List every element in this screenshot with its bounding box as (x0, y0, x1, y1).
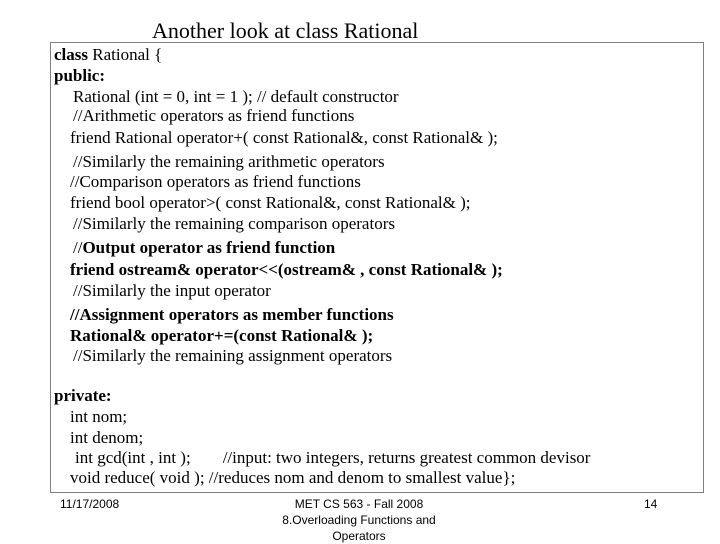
code-line-nom: int nom; (70, 407, 128, 426)
code-line-operator-gt: friend bool operator>( const Rational&, const Rational& ); (70, 193, 471, 212)
code-line-constructor: Rational (int = 0, int = 1 ); // default constructor (73, 87, 399, 106)
code-line-compare-comment: //Comparison operators as friend functions (70, 172, 361, 191)
code-line-operator-output: friend ostream& operator<<(ostream& , const Rational& ); (70, 260, 503, 279)
code-line-operator-plus-assign: Rational& operator+=(const Rational& ); (70, 326, 374, 345)
footer-course (239, 496, 479, 544)
comment-slashes: // (73, 238, 83, 257)
code-line-class-decl (54, 45, 162, 65)
gcd-comment: //input: two integers, returns greatest common devisor (222, 448, 591, 467)
output-comment-text: Output operator as friend function (82, 238, 336, 257)
code-line-input-similar: //Similarly the input operator (73, 281, 271, 300)
code-line-arith-similar: //Similarly the remaining arithmetic operators (73, 152, 385, 171)
code-line-operator-plus: friend Rational operator+( const Rational&, const Rational& ); (70, 128, 498, 147)
class-name: Rational { (88, 45, 163, 64)
code-line-reduce: void reduce( void ); //reduces nom and denom to smallest value}; (70, 468, 516, 487)
footer-course-line-2: 8.Overloading Functions and (282, 513, 436, 527)
code-line-private: private: (54, 386, 112, 405)
class-keyword: class (54, 45, 88, 64)
code-line-assign-similar: //Similarly the remaining assignment operators (73, 346, 393, 365)
code-line-output-comment (73, 238, 335, 258)
slide-title: Another look at class Rational (152, 18, 419, 43)
code-line-public: public: (54, 66, 106, 85)
code-line-compare-similar: //Similarly the remaining comparison operators (73, 214, 395, 233)
footer-course-line-3: Operators (332, 529, 386, 543)
code-line-arith-comment: //Arithmetic operators as friend functions (73, 106, 355, 125)
footer-course-line-1: MET CS 563 - Fall 2008 (294, 497, 424, 511)
footer-page-number: 14 (644, 497, 658, 511)
code-line-assign-comment: //Assignment operators as member functions (70, 305, 394, 324)
code-line-denom: int denom; (70, 428, 144, 447)
gcd-signature: int gcd(int , int ); (75, 448, 191, 467)
code-line-gcd (75, 448, 590, 468)
footer-date: 11/17/2008 (60, 497, 120, 511)
